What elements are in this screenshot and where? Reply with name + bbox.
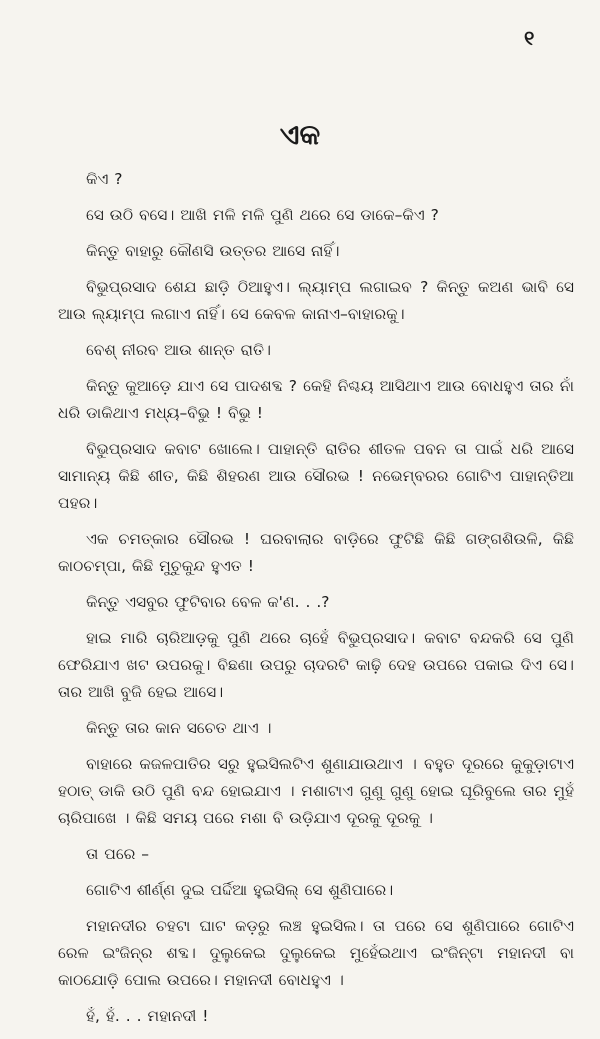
paragraph: ବେଶ୍ ନୀରବ ଆଉ ଶାନ୍ତ ରାତି।: [86, 341, 272, 359]
paragraph: କିଏ ?: [86, 170, 123, 188]
page-number: ୧: [524, 26, 535, 50]
paragraph: ବାହାରେ କଜଳପାତିର ସରୁ ହୁଇସିଲଟିଏ ଶୁଣାଯାଉଥାଏ । ବହୁତ ଦୂରରେ କୁକୁଡ଼ାଟାଏ ହଠାତ୍ ଡାକି ଉଠି ପୁଣି ବନ୍ଦ ହୋଇଯାଏ । ମଶାଟାଏ ଗୁଣୁ ଗୁଣୁ ହୋଇ ଘୂରିବୁଲେ ତାର ମୁହଁ ଚାରିପାଖେ । କିଛି ସମୟ ପରେ ମଶା ବି ଉଡ଼ିଯାଏ ଦୂରକୁ ଦୂରକୁ ।: [58, 755, 574, 827]
chapter-title: ଏକ: [279, 118, 321, 151]
paragraph: ମହାନଦୀର ଚହଟା ଘାଟ କଡ଼ରୁ ଲଞ୍ଚ ହୁଇସିଲ। ତା ପରେ ସେ ଶୁଣିପାରେ ଗୋଟିଏ ରେଳ ଇଂଜିନ୍‌ର ଶବ୍ଦ। ଦୁଲୁକେଇ ଦୁଲୁକେଇ ମୁହେଁଇଥାଏ ଇଂଜିନ୍‌ଟା ମହାନଦୀ ବା କାଠଯୋଡ଼ି ପୋଲ ଉପରେ। ମହାନଦୀ ବୋଧହୁଏ ।: [58, 917, 574, 989]
paragraph: କିନ୍ତୁ ତାର କାନ ସଚେତ ଥାଏ ।: [86, 719, 272, 737]
paragraph: କିନ୍ତୁ ବାହାରୁ କୌଣସି ଉତ୍ତର ଆସେ ନାହିଁ।: [86, 242, 340, 260]
paragraph: ଏକ ଚମତ୍କାର ସୌରଭ ! ଘରବାଲାର ବାଡ଼ିରେ ଫୁଟିଛି କିଛି ଗଙ୍ଗଶିଉଳି, କିଛି କାଠଚମ୍ପା, କିଛି ମୁଚୁକୁନ୍ଦ ହୁଏତ !: [58, 530, 574, 575]
paragraph: କିନ୍ତୁ ଏସବୁର ଫୁଟିବାର ବେଳ କ'ଣ. . .?: [86, 593, 330, 611]
paragraph: କିନ୍ତୁ କୁଆଡ଼େ ଯାଏ ସେ ପାଦଶବ୍ଦ ? କେହି ନିଶ୍ଚୟ ଆସିଥାଏ ଆଉ ବୋଧହୁଏ ତାର ନାଁ ଧରି ଡାକିଥାଏ ମଧ୍ୟ–ବିଭୁ ! ବିଭୁ !: [58, 377, 574, 422]
paragraph: ବିଭୁପ୍ରସାଦ ଶେଯ ଛାଡ଼ି ଠିଆହୁଏ। ଲ୍ୟାମ୍ପ ଲଗାଇବ ? କିନ୍ତୁ କଅଣ ଭାବି ସେ ଆଉ ଲ୍ୟାମ୍ପ ଲଗାଏ ନାହିଁ। ସେ କେବଳ କାନାଏ–ବାହାରକୁ।: [58, 278, 574, 323]
paragraph: ହାଇ ମାରି ଚାରିଆଡ଼କୁ ପୁଣି ଥରେ ଚାହେଁ ବିଭୁପ୍ରସାଦ। କବାଟ ବନ୍ଦକରି ସେ ପୁଣି ଫେରିଯାଏ ଖଟ ଉପରକୁ। ବିଛଣା ଉପରୁ ଚାଦରଟି କାଢ଼ି ଦେହ ଉପରେ ପକାଇ ଦିଏ ସେ। ତାର ଆଖି ବୁଜି ହେଇ ଆସେ।: [58, 629, 574, 701]
paragraph: ହଁ, ହଁ. . . ମହାନଦୀ !: [86, 1007, 209, 1025]
body-text: [58, 166, 574, 1039]
paragraph: ସେ ଉଠି ବସେ। ଆଖି ମଳି ମଳି ପୁଣି ଥରେ ସେ ଡାକେ–କିଏ ?: [86, 206, 439, 224]
paragraph: ତା ପରେ –: [86, 845, 150, 863]
paragraph: ବିଭୁପ୍ରସାଦ କବାଟ ଖୋଲେ। ପାହାନ୍ତି ରାତିର ଶୀତଳ ପବନ ତା ପାଇଁ ଧରି ଆସେ ସାମାନ୍ୟ କିଛି ଶୀତ, କିଛି ଶିହରଣ ଆଉ ସୌରଭ ! ନଭେମ୍ବରର ଗୋଟିଏ ପାହାନ୍ତିଆ ପହର।: [58, 440, 574, 512]
paragraph: ଗୋଟିଏ ଶୀର୍ଣ୍ଣ ଦୁଇ ପର୍ଦ୍ଦିଆ ହୁଇସିଲ୍ ସେ ଶୁଣିପାରେ।: [86, 881, 394, 899]
